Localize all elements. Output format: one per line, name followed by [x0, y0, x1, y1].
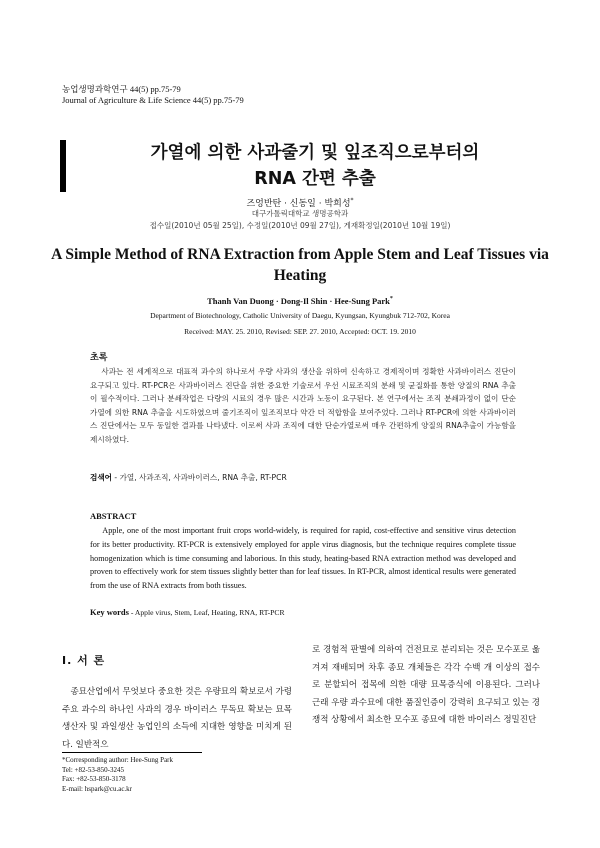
english-affiliation: Department of Biotechnology, Catholic University of Daegu, Kyungsan, Kyungbuk 712-702, Korea [150, 311, 450, 320]
english-abstract-heading: ABSTRACT [90, 511, 137, 521]
english-keywords-list: - Apple virus, Stem, Leaf, Heating, RNA, RT-PCR [128, 608, 285, 617]
english-author-names: Thanh Van Duong · Dong-Il Shin · Hee-Sung Park [207, 296, 390, 306]
english-title [40, 244, 560, 286]
english-keywords [90, 607, 285, 617]
footnote-email: E-mail: hspark@cu.ac.kr [62, 784, 133, 793]
korean-keywords-label: 검색어 [90, 473, 113, 482]
body-text-right-column: 로 경험적 판별에 의하여 건전묘로 분리되는 것은 모수포로 옮겨져 재배되며 차후 종묘 개체들은 각각 수백 개 이상의 접수로 분할되어 접목에 의한 대량 묘목증식에 이용된다. 그러나 근래 우량 과수묘에 대한 품질인증이 강력히 요구되고 있는 경쟁적 상황에서 최소한 모수포 종묘에 대한 바이러스 정밀진단 [312, 645, 540, 725]
footnote-fax: Fax: +82-53-850-3178 [62, 775, 126, 784]
body-text-left-column: 종묘산업에서 무엇보다 중요한 것은 우량묘의 확보로서 가령 주요 과수의 하나인 사과의 경우 바이러스 무독묘 확보는 묘목 생산자 및 과일생산 농업인의 소득에 지대한 영향을 미치게 된다. 일반적으 [62, 687, 292, 750]
korean-affiliation: 대구가톨릭대학교 생명공학과 [251, 209, 349, 218]
korean-title-line-2: RNA 간편 추출 [254, 169, 376, 189]
english-title-line-1: A Simple Method of RNA Extraction from Apple Stem and Leaf Tissues via [51, 246, 549, 263]
english-keywords-label: Key words [90, 607, 129, 617]
korean-abstract-body: 사과는 전 세계적으로 대표적 과수의 하나로서 우량 사과의 생산을 위하여 신속하고 경제적이며 정확한 사과바이러스 진단이 요구되고 있다. RT-PCR은 사과바이러스 진단을 위한 중요한 기술로서 우선 시료조직의 분쇄 및 균질화를 통한 양질의 RNA 추출이 필수적이다. 그러나 분쇄작업은 다량의 시료의 경우 많은 시간과 노동이 요구된다. 본 연구에서는 조직 분쇄과정이 없이 단순 가열에 의한 RNA 추출을 시도하였으며 줄기조직이 잎조직보다 약간 더 적합함을 보여주었다. 그러나 RT-PCR에 의한 사과바이러스 진단에서는 모두 동일한 결과를 나타냈다. 이로써 사과 조직에 대한 단순가열로써 매우 간편하게 양질의 RNA추출이 가능함을 제시하였다. [90, 367, 516, 444]
section-heading-introduction: Ⅰ. 서 론 [62, 654, 106, 667]
korean-author-names: 즈엉반탄 · 신동일 · 박희성 [246, 199, 351, 209]
english-author-mark: * [389, 296, 393, 303]
journal-header [62, 84, 244, 106]
english-title-line-2: Heating [273, 267, 327, 284]
korean-keywords-list: - 가열, 사과조직, 사과바이러스, RNA 추출, RT-PCR [112, 473, 287, 482]
footnote-tel: Tel: +82-53-850-3245 [62, 765, 124, 774]
korean-author-mark: * [350, 197, 354, 204]
journal-korean-citation: 농업생명과학연구 44(5) pp.75-79 [62, 84, 181, 94]
english-authors [0, 296, 600, 306]
title-accent-bar [60, 140, 66, 192]
corresponding-author-footnote [62, 756, 173, 794]
korean-keywords [90, 472, 287, 483]
korean-title [90, 140, 540, 192]
journal-english-citation: Journal of Agriculture & Life Science 44(5) pp.75-79 [62, 95, 244, 105]
korean-title-line-1: 가열에 의한 사과줄기 및 잎조직으로부터의 [150, 143, 480, 163]
footnote-corresponding: *Corresponding author: Hee-Sung Park [62, 756, 174, 764]
english-abstract-body: Apple, one of the most important fruit crops world-widely, is required for rapid, cost-effective and sensitive virus detection for its better productivity. RT-PCR is extensively employed for apple virus diagnosis, but the technique requires complete tissue homogenization which is time consuming and laborious. In this study, heating-based RNA extraction method was developed and proven to effectively work for stem tissues slightly better than for leaf tissues. In RT-PCR, almost identical results were generated from the use of RNA extracts from both tissues. [90, 526, 516, 591]
footnote-divider [62, 752, 202, 753]
korean-abstract-heading: 초록 [90, 353, 108, 363]
korean-dates: 접수일(2010년 05월 25일), 수정일(2010년 09월 27일), 게재확정일(2010년 10월 19일) [149, 221, 451, 230]
english-dates: Received: MAY. 25. 2010, Revised: SEP. 27. 2010, Accepted: OCT. 19. 2010 [184, 327, 416, 336]
